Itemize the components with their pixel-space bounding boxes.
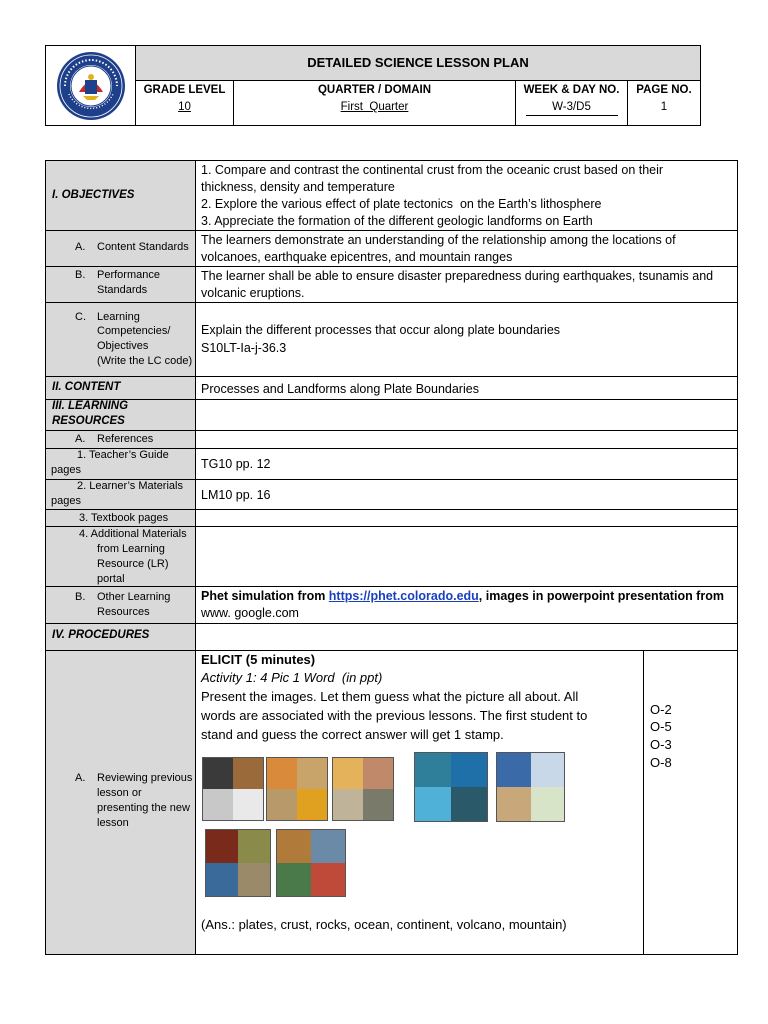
activity-title: Activity 1: 4 Pic 1 Word (in ppt) xyxy=(201,670,383,685)
performance-standards-letter: B. xyxy=(75,269,86,281)
content-standards-letter: A. xyxy=(75,241,86,253)
objective-1b: thickness, density and temperature xyxy=(201,180,395,194)
page-no-label: PAGE NO. xyxy=(636,84,692,96)
puzzle-image-mountain xyxy=(276,829,346,897)
procedure-a-label-3: presenting the new xyxy=(97,802,190,814)
learning-resources-label-1: III. LEARNING xyxy=(52,400,129,412)
other-resources-label-1: Other Learning xyxy=(97,591,171,603)
teachers-guide-value: TG10 pp. 12 xyxy=(201,457,271,471)
competencies-label-3: Objectives xyxy=(97,340,149,352)
learners-materials-label-2: pages xyxy=(51,495,81,507)
additional-materials-label-1: 4. Additional Materials xyxy=(79,528,187,540)
learners-materials-value: LM10 pp. 16 xyxy=(201,488,271,502)
performance-standards-text-2: volcanic eruptions. xyxy=(201,286,305,300)
instruction-line-3: stand and guess the correct answer will get 1 stamp. xyxy=(201,727,504,742)
competencies-label-2: Competencies/ xyxy=(97,325,171,337)
grade-level-value: 10 xyxy=(178,101,191,113)
procedure-a-label-1: Reviewing previous xyxy=(97,772,193,784)
puzzle-image-ocean xyxy=(414,752,488,822)
additional-materials-label-3: Resource (LR) xyxy=(97,558,169,570)
other-resources-suffix: , images in powerpoint presentation from xyxy=(478,589,724,603)
answers-text: (Ans.: plates, crust, rocks, ocean, continent, volcano, mountain) xyxy=(201,917,567,932)
performance-standards-label-1: Performance xyxy=(97,269,160,281)
references-label: References xyxy=(97,433,154,445)
additional-materials-label-4: portal xyxy=(97,573,125,585)
textbook-pages-label: 3. Textbook pages xyxy=(79,512,169,524)
puzzle-image-rocks xyxy=(332,757,394,821)
objective-code-4: O-8 xyxy=(650,755,672,770)
instruction-line-2: words are associated with the previous lessons. The first student to xyxy=(201,708,588,723)
puzzle-image-plates xyxy=(202,757,264,821)
elicit-title: ELICIT (5 minutes) xyxy=(201,652,316,667)
lesson-plan-title: DETAILED SCIENCE LESSON PLAN xyxy=(307,55,529,70)
week-day-value: W-3/D5 xyxy=(552,101,591,113)
competencies-label-1: Learning xyxy=(97,311,140,323)
objective-1: 1. Compare and contrast the continental crust from the oceanic crust based on their xyxy=(201,163,664,177)
puzzle-image-crust xyxy=(266,757,328,821)
competencies-letter: C. xyxy=(75,311,86,323)
phet-link[interactable]: https://phet.colorado.edu xyxy=(328,589,479,603)
quarter-value: First Quarter xyxy=(340,101,409,113)
competencies-code: S10LT-Ia-j-36.3 xyxy=(201,341,287,355)
performance-standards-text-1: The learner shall be able to ensure disaster preparedness during earthquakes, tsunamis and xyxy=(201,269,714,283)
other-resources-letter: B. xyxy=(75,591,86,603)
puzzle-image-volcano xyxy=(205,829,271,897)
additional-materials-label-2: from Learning xyxy=(97,543,165,555)
procedure-a-label-2: lesson or xyxy=(97,787,142,799)
objective-code-2: O-5 xyxy=(650,719,672,734)
instruction-line-1: Present the images. Let them guess what the picture all about. All xyxy=(201,689,579,704)
content-text: Processes and Landforms along Plate Boundaries xyxy=(201,382,479,396)
objective-code-1: O-2 xyxy=(650,702,672,717)
quarter-label: QUARTER / DOMAIN xyxy=(317,84,432,96)
objectives-label: I. OBJECTIVES xyxy=(52,189,135,201)
puzzle-image-continent xyxy=(496,752,565,822)
procedures-label: IV. PROCEDURES xyxy=(52,629,150,641)
learners-materials-label-1: 2. Learner’s Materials xyxy=(77,480,183,492)
content-standards-text-1: The learners demonstrate an understanding of the relationship among the locations of xyxy=(201,233,676,247)
teachers-guide-label-1: 1. Teacher’s Guide xyxy=(77,449,169,461)
week-day-label: WEEK & DAY NO. xyxy=(523,84,620,96)
references-letter: A. xyxy=(75,433,86,445)
other-resources-prefix: Phet simulation from xyxy=(201,589,329,603)
other-resources-text-2: www. google.com xyxy=(201,606,299,620)
content-standards-label: Content Standards xyxy=(97,241,189,253)
learning-resources-label-2: RESOURCES xyxy=(52,415,125,427)
procedure-a-label-4: lesson xyxy=(97,817,129,829)
objective-3: 3. Appreciate the formation of the different geologic landforms on Earth xyxy=(201,214,593,228)
content-label: II. CONTENT xyxy=(52,381,121,393)
objective-2: 2. Explore the various effect of plate tectonics on the Earth’s lithosphere xyxy=(201,197,602,211)
other-resources-label-2: Resources xyxy=(97,606,150,618)
objective-code-3: O-3 xyxy=(650,737,672,752)
competencies-label-4: (Write the LC code) xyxy=(97,355,193,367)
grade-level-label: GRADE LEVEL xyxy=(143,84,226,96)
other-resources-text-1 xyxy=(201,587,724,605)
performance-standards-label-2: Standards xyxy=(97,284,148,296)
procedure-a-letter: A. xyxy=(75,772,86,784)
deped-seal-logo xyxy=(55,50,127,122)
page-no-value: 1 xyxy=(660,101,668,113)
teachers-guide-label-2: pages xyxy=(51,464,81,476)
content-standards-text-2: volcanoes, earthquake epicentres, and mountain ranges xyxy=(201,250,513,264)
competencies-text-1: Explain the different processes that occur along plate boundaries xyxy=(201,323,561,337)
